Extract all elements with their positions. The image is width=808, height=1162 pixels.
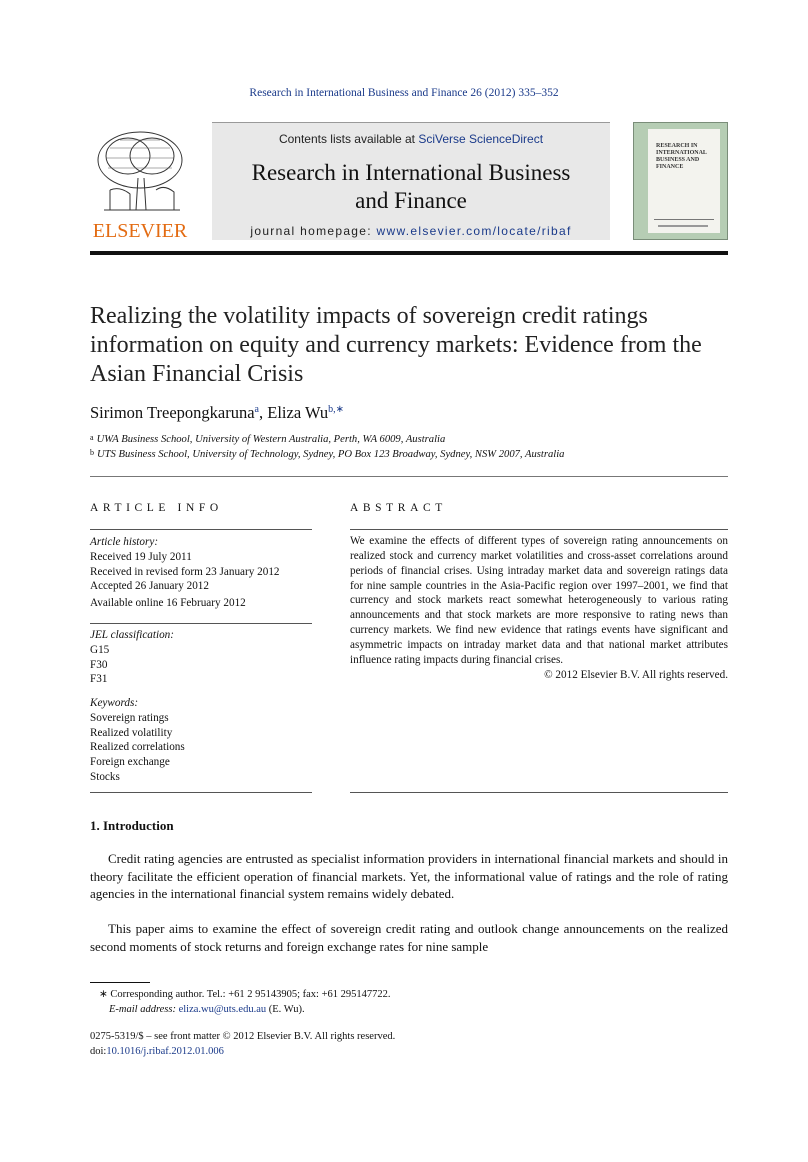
journal-title-line1: Research in International Business	[251, 160, 571, 185]
cover-page	[648, 129, 720, 233]
cover-divider	[654, 219, 714, 220]
header-divider	[90, 251, 728, 255]
affiliation-marker[interactable]: b,∗	[328, 404, 345, 415]
sciencedirect-link[interactable]: SciVerse ScienceDirect	[418, 132, 544, 146]
elsevier-tree-icon	[90, 128, 190, 218]
contents-prefix: Contents lists available at	[278, 132, 419, 146]
info-divider	[90, 529, 312, 530]
elsevier-logo	[90, 128, 190, 240]
affiliation-divider	[90, 476, 728, 477]
email-suffix: (E. Wu).	[266, 1004, 305, 1015]
history-item: Accepted 26 January 2012	[90, 580, 209, 593]
abstract-body	[350, 534, 728, 682]
affiliation-text: UTS Business School, University of Technology, Sydney, PO Box 123 Broadway, Sydney, NSW 2007, Australia	[97, 449, 565, 460]
journal-cover-image	[633, 122, 728, 240]
keywords-label: Keywords:	[90, 697, 139, 709]
contents-line	[212, 132, 610, 146]
abstract-heading: ABSTRACT	[350, 502, 447, 514]
article-title: Realizing the volatility impacts of sovereign credit ratings information on equity and currency markets: Evidence from the Asian Financial Crisis	[90, 303, 702, 387]
history-item: Received in revised form 23 January 2012	[90, 565, 280, 578]
author-list	[90, 403, 344, 423]
jel-code: G15	[90, 643, 110, 656]
jel-label: JEL classification:	[90, 629, 175, 641]
jel-code: F31	[90, 673, 108, 686]
jel-code: F30	[90, 658, 108, 671]
section-heading: 1. Introduction	[90, 818, 174, 833]
journal-citation[interactable]: Research in International Business and Finance 26 (2012) 335–352	[249, 87, 559, 99]
journal-masthead	[212, 122, 610, 240]
email-link[interactable]: eliza.wu@uts.edu.au	[178, 1004, 267, 1015]
affiliation-mark: a	[90, 433, 94, 442]
abstract-text: We examine the effects of different types of sovereign rating announcements on realized stock and currency market volatilities and cross-asset correlations around periods of financial crises. Using intraday market data and sovereign ratings data for nine sample countries in the Asia-Pacific region over 1997–2001, we find that currency and stock markets react somewhat heterogeneously to various rating announcements and that stock markets are more responsive to rating news than currency markets. We find new evidence that ratings events have significant and asymmetric impacts on intraday market data and that national market attributes influence rating impacts during financial crises.	[350, 535, 728, 666]
abstract-divider	[350, 529, 728, 530]
homepage-link[interactable]: www.elsevier.com/locate/ribaf	[376, 224, 572, 238]
cover-divider	[658, 225, 708, 227]
copyright-notice: © 2012 Elsevier B.V. All rights reserved.	[544, 668, 728, 681]
doi-prefix: doi:	[90, 1046, 107, 1057]
keyword: Foreign exchange	[90, 756, 170, 769]
history-item: Available online 16 February 2012	[90, 597, 246, 610]
author-name: Eliza Wu	[267, 403, 329, 422]
abstract-divider	[350, 792, 728, 793]
homepage-prefix: journal homepage:	[250, 224, 377, 238]
journal-title	[212, 159, 610, 215]
affiliation-text: UWA Business School, University of Western Australia, Perth, WA 6009, Australia	[96, 434, 446, 445]
affiliation-mark: b	[90, 448, 94, 457]
affiliation-b	[90, 448, 564, 460]
issn-line: 0275-5319/$ – see front matter © 2012 Elsevier B.V. All rights reserved.	[90, 1031, 396, 1042]
footnote-divider	[90, 982, 150, 983]
info-divider	[90, 792, 312, 793]
article-info-heading: ARTICLE INFO	[90, 502, 223, 514]
affiliation-a	[90, 433, 445, 445]
history-label: Article history:	[90, 536, 159, 548]
body-paragraph: Credit rating agencies are entrusted as specialist information providers in international financial markets and should in theory facilitate the efficient operation of financial markets. Yet, the informational value of ratings and the role of rating agencies in the international financial system remains widely debated.	[90, 851, 728, 901]
doi-link[interactable]: 10.1016/j.ribaf.2012.01.006	[106, 1046, 224, 1057]
keyword: Realized volatility	[90, 726, 173, 739]
homepage-line	[212, 224, 610, 238]
keyword: Realized correlations	[90, 741, 185, 754]
doi-line	[90, 1046, 224, 1057]
jel-classification	[90, 628, 174, 687]
author-name: Sirimon Treepongkaruna	[90, 403, 255, 422]
email-note	[109, 1002, 305, 1017]
author-separator: ,	[259, 403, 268, 422]
info-divider	[90, 623, 312, 624]
history-item: Received 19 July 2011	[90, 550, 192, 563]
affiliation-marker[interactable]: a	[254, 404, 259, 415]
article-history	[90, 535, 280, 611]
body-paragraph: This paper aims to examine the effect of sovereign credit rating and outlook change announcements on the realized second moments of stock returns and foreign exchange rates for nine sample	[90, 921, 728, 954]
keyword: Sovereign ratings	[90, 711, 169, 724]
cover-title: RESEARCH IN INTERNATIONAL BUSINESS AND FINANCE	[656, 143, 707, 170]
keyword: Stocks	[90, 770, 120, 783]
corresponding-author-note: ∗ Corresponding author. Tel.: +61 2 95143905; fax: +61 295147722.	[99, 989, 391, 1000]
email-label: E-mail address:	[109, 1004, 179, 1015]
journal-title-line2: and Finance	[355, 188, 467, 213]
elsevier-wordmark: ELSEVIER	[92, 220, 188, 242]
keywords	[90, 696, 185, 785]
